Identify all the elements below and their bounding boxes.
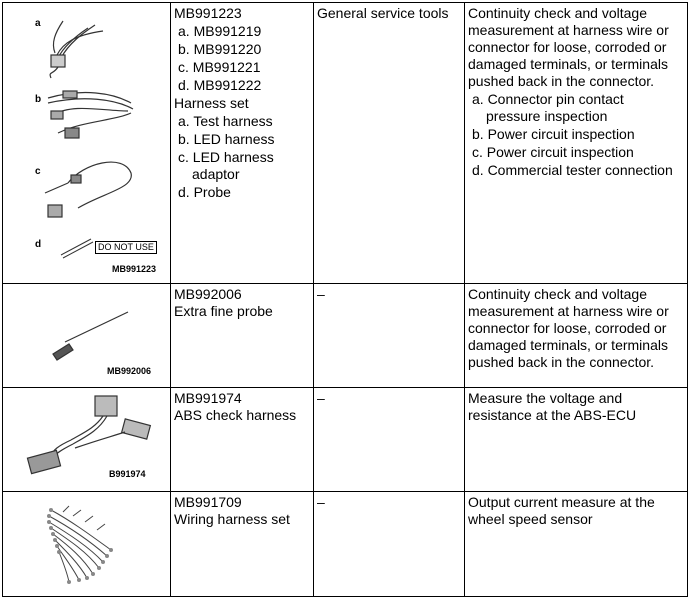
application: Measure the voltage and resistance at the ABS-ECU xyxy=(468,390,637,423)
application: Continuity check and voltage measurement at harness wire or connector for loose, corroded or damaged terminals, or terminals pushed back in the connector. xyxy=(468,286,669,370)
list-item: b. LED harness xyxy=(178,131,275,147)
image-code: B991974 xyxy=(109,469,146,479)
supersession-cell xyxy=(314,388,465,492)
tool-number: MB992006 xyxy=(174,286,242,302)
list-item: adaptor xyxy=(192,166,240,182)
list-item: d. Commercial tester connection xyxy=(472,162,673,178)
tool-name: Harness set xyxy=(174,95,249,111)
led-harness-drawing xyxy=(48,91,133,138)
table-row xyxy=(3,388,688,492)
list-item: pressure inspection xyxy=(486,108,608,124)
list-item: b. MB991220 xyxy=(178,41,262,57)
supersession-cell xyxy=(314,284,465,388)
special-tools-table xyxy=(2,2,688,597)
list-item: a. Test harness xyxy=(178,113,273,129)
tool-number-cell xyxy=(171,3,314,284)
application-cell xyxy=(465,492,688,597)
image-label-c: c xyxy=(35,166,41,177)
application: Output current measure at the wheel speed sensor xyxy=(468,494,655,527)
tool-number-cell xyxy=(171,388,314,492)
table-row xyxy=(3,284,688,388)
tool-illustration-cell xyxy=(3,3,171,284)
application-cell xyxy=(465,284,688,388)
application: Continuity check and voltage measurement at harness wire or connector for loose, corroded or damaged terminals, or terminals pushed back in the connector. xyxy=(468,5,669,89)
tool-illustration-cell xyxy=(3,284,171,388)
tool-number: MB991709 xyxy=(174,494,242,510)
abs-check-harness-illustration xyxy=(3,388,171,492)
probe-drawing xyxy=(61,239,93,258)
supersession: – xyxy=(317,286,325,302)
image-label-b: b xyxy=(35,94,42,105)
application-cell xyxy=(465,388,688,492)
supersession-cell xyxy=(314,3,465,284)
tool-illustration-cell xyxy=(3,492,171,597)
table-row xyxy=(3,492,688,597)
tool-name-sub-list xyxy=(174,113,309,201)
list-item: d. Probe xyxy=(178,184,231,200)
list-item: b. Power circuit inspection xyxy=(472,126,635,142)
tool-number: MB991974 xyxy=(174,390,242,406)
supersession: – xyxy=(317,494,325,510)
list-item: a. MB991219 xyxy=(178,23,262,39)
list-item: a. Connector pin contact xyxy=(472,91,624,107)
application-list xyxy=(468,91,683,179)
application-cell xyxy=(465,3,688,284)
do-not-use-badge: DO NOT USE xyxy=(95,241,157,254)
tool-number-cell xyxy=(171,284,314,388)
test-harness-drawing xyxy=(50,21,103,78)
tool-name: ABS check harness xyxy=(174,407,297,423)
wiring-harness-set-illustration xyxy=(3,492,171,597)
list-item: c. Power circuit inspection xyxy=(472,144,634,160)
list-item: d. MB991222 xyxy=(178,77,262,93)
supersession: – xyxy=(317,390,325,406)
tool-name: Extra fine probe xyxy=(174,303,273,319)
supersession: General service tools xyxy=(317,5,449,21)
led-adaptor-drawing xyxy=(45,162,131,217)
tool-number-sub-list xyxy=(174,23,309,94)
image-code: MB992006 xyxy=(107,366,152,376)
tool-number: MB991223 xyxy=(174,5,242,21)
list-item: c. MB991221 xyxy=(178,59,261,75)
list-item: c. LED harness xyxy=(178,149,274,165)
image-label-d: d xyxy=(35,239,42,250)
supersession-cell xyxy=(314,492,465,597)
table-row xyxy=(3,3,688,284)
tool-number-cell xyxy=(171,492,314,597)
image-code: MB991223 xyxy=(112,264,157,274)
image-label-a: a xyxy=(35,18,41,29)
tool-illustration-cell xyxy=(3,388,171,492)
tool-name: Wiring harness set xyxy=(174,511,290,527)
